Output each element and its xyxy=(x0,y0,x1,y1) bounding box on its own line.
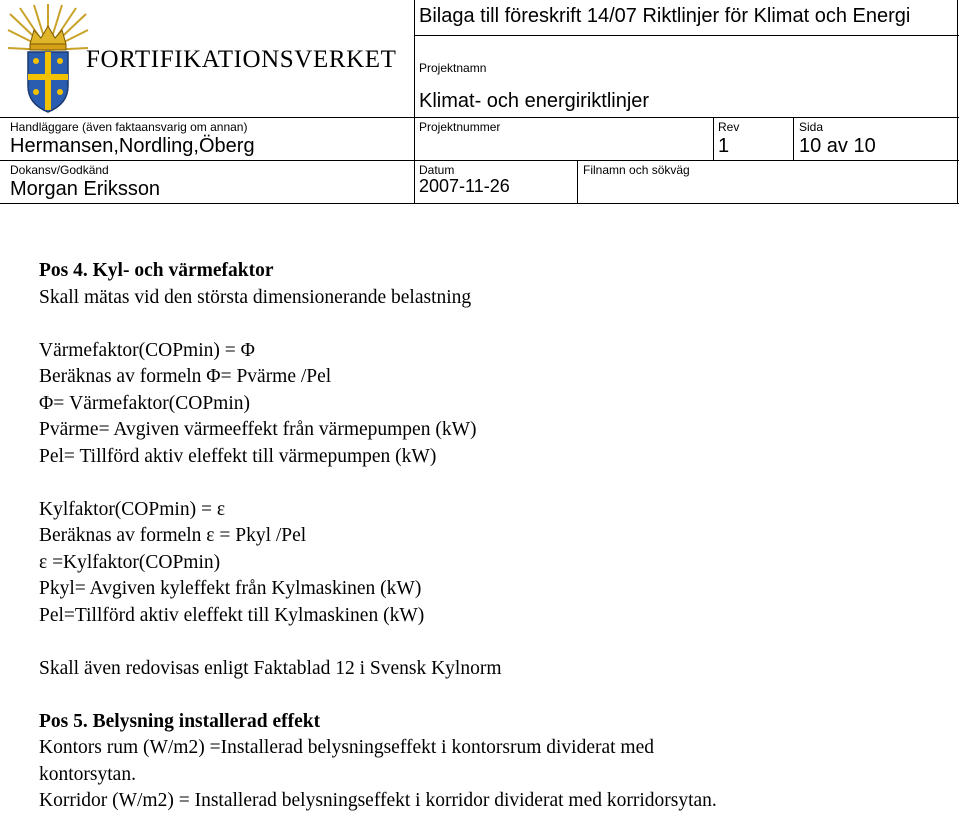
date-value: 2007-11-26 xyxy=(419,176,510,196)
divider xyxy=(0,160,959,161)
divider xyxy=(957,0,958,204)
cooling-line: ε =Kylfaktor(COPmin) xyxy=(39,551,221,573)
handler: Hermansen,Nordling,Öberg xyxy=(10,135,255,157)
approved-label: Dokansv/Godkänd xyxy=(10,163,109,177)
heating-line: Beräknas av formeln Φ= Pvärme /Pel xyxy=(39,366,332,387)
heating-line: Värmefaktor(COPmin) = Φ xyxy=(39,339,255,361)
section-heading-pos4: Pos 4. Kyl- och värmefaktor xyxy=(39,260,274,281)
cooling-line: Beräknas av formeln ε = Pkyl /Pel xyxy=(39,525,307,546)
divider xyxy=(0,203,959,204)
approved-by: Morgan Eriksson xyxy=(10,178,161,200)
pos5-corridor-line: Korridor (W/m2) = Installerad belysningseffekt i korridor dividerat med korridorsytan. xyxy=(39,790,717,811)
project-name-label: Projektnamn xyxy=(419,61,487,75)
divider xyxy=(577,160,578,204)
heating-line: Pvärme= Avgiven värmeeffekt från värmepumpen (kW) xyxy=(39,419,477,440)
pos4-note: Skall även redovisas enligt Faktablad 12 i Svensk Kylnorm xyxy=(39,657,502,679)
divider xyxy=(793,117,794,160)
rev-value: 1 xyxy=(718,135,730,157)
date-label: Datum xyxy=(419,163,455,177)
cooling-line: Kylfaktor(COPmin) = ε xyxy=(39,498,226,520)
divider xyxy=(713,117,714,160)
organization-name: FORTIFIKATIONSVERKET xyxy=(86,46,397,73)
rev-label: Rev xyxy=(718,120,740,134)
document-title: Bilaga till föreskrift 14/07 Riktlinjer för Klimat och Energi xyxy=(419,5,911,27)
cooling-line: Pel=Tillförd aktiv eleffekt till Kylmaskinen (kW) xyxy=(39,604,425,626)
document-header xyxy=(0,0,959,206)
pos5-office-line: Kontors rum (W/m2) =Installerad belysningseffekt i kontorsrum dividerat med xyxy=(39,737,655,758)
pos4-intro: Skall mätas vid den största dimensionerande belastning xyxy=(39,286,472,308)
filename-label: Filnamn och sökväg xyxy=(583,163,690,177)
document-body xyxy=(39,258,939,815)
page-number: 10 av 10 xyxy=(799,135,876,157)
cooling-line: Pkyl= Avgiven kyleffekt från Kylmaskinen (kW) xyxy=(39,578,422,599)
crown-coat-of-arms-icon xyxy=(6,4,90,116)
heating-line: Pel= Tillförd aktiv eleffekt till värmepumpen (kW) xyxy=(39,445,437,467)
divider xyxy=(414,0,415,204)
handler-label: Handläggare (även faktaansvarig om annan) xyxy=(10,120,248,134)
heating-line: Φ= Värmefaktor(COPmin) xyxy=(39,392,250,414)
divider xyxy=(0,117,959,118)
project-number-label: Projektnummer xyxy=(419,120,501,134)
section-heading-pos5: Pos 5. Belysning installerad effekt xyxy=(39,710,321,732)
pos5-office-line: kontorsytan. xyxy=(39,763,136,785)
page-label: Sida xyxy=(799,120,824,134)
divider xyxy=(414,35,959,36)
project-name: Klimat- och energiriktlinjer xyxy=(419,90,650,112)
